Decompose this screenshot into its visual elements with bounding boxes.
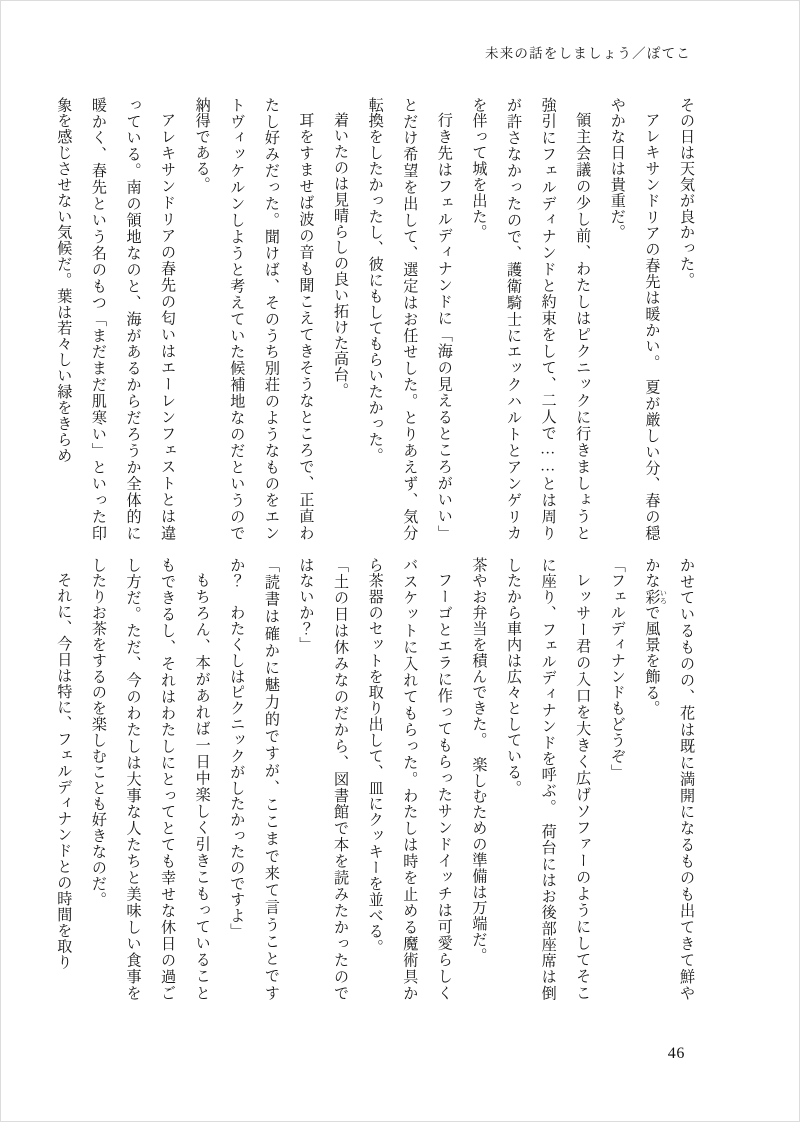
ruby-reading: いろ [659,588,668,605]
page-number: 46 [667,1045,685,1062]
paragraph: アレキサンドリアの春先は暖かい。 夏が厳しい分、春の穏やかな日は貴重だ。 [608,97,660,541]
body-text-lower-block [55,557,703,1001]
paragraph-with-ruby [634,557,703,1001]
paragraph: 耳をすませば波の音も聞こえてきそうなところで、正直わたし好みだった。聞けば、そのうち別荘のようなものをエントヴィッケルンしようと考えていた候補地なのだというので納得である。 [193,97,314,541]
paragraph: 行き先はフェルディナンドに「海の見えるところがいい」とだけ希望を出して、選定はお任せした。とりあえず、気分転換をしたかったし、彼にもしてもらいたかった。 [366,97,452,541]
paragraph: 茶やお弁当を積んできた。 楽しむための準備は万端だ。 [470,557,487,964]
running-header: 未来の話をしましょう／ぽてこ [484,46,691,61]
paragraph: フーゴとエラに作ってもらったサンドイッチは可愛らしくバスケットに入れてもらった。わたしは時を止める魔術具から茶器のセットを取り出して、皿にクッキーを並べる。 [366,557,452,1001]
body-text-upper-block [55,97,703,541]
ruby-base: 彩 [643,588,660,605]
paragraph: レッサー君の入口を大きく広げソファーのようにしてそこに座り、フェルディナンドを呼ぶ。 荷台にはお後部座席は倒したから車内は広々としている。 [505,557,591,1001]
paragraph: 「フェルディナンドもどうぞ」 [608,557,625,781]
paragraph-ruby-prefix: かせているものの、花は既に満開になるものも出てきて鮮やかな [643,557,694,1001]
paragraph: 「読書は確かに魅力的ですが、ここまで来て言うことですか？ わたくしはピクニックがしたかったのですよ」 [228,557,279,1001]
ruby-iro [643,588,668,605]
paragraph: 着いたのは見晴らしの良い拓けた高台。 [332,112,349,399]
paragraph: アレキサンドリアの春先の匂いはエーレンフェストとは違っている。南の領地なのと、海があるからだろうか全体的に暖かく、春先という名のもつ「まだまだ肌寒い」といった印象を感じさせない気候だ。葉は若々しい緑をきらめ [55,97,176,541]
paragraph: その日は天気が良かった。 [678,97,694,289]
paragraph: もちろん、本があれば一日中楽しく引きこもっていることもできるし、それはわたしにとってとても幸せな休日の過ごし方だ。ただ、今のわたしは大事な人たちと美味しい食事をしたりお茶をするのを楽しむことも好きなのだ。 [89,557,210,1001]
paragraph: 「土の日は休みなのだから、図書館で本を読みたかったのではないか？」 [297,557,349,1001]
paragraph: それに、今日は特に、フェルディナンドとの時間を取り [55,572,72,971]
paragraph: 領主会議の少し前、わたしはピクニックに行きましょうと強引にフェルディナンドと約束をして、二人で……とは周りが許さなかったので、護衛騎士にエックハルトとアンゲリカを伴って城を出た。 [470,97,591,541]
paragraph-ruby-suffix: で風景を飾る。 [643,604,660,717]
